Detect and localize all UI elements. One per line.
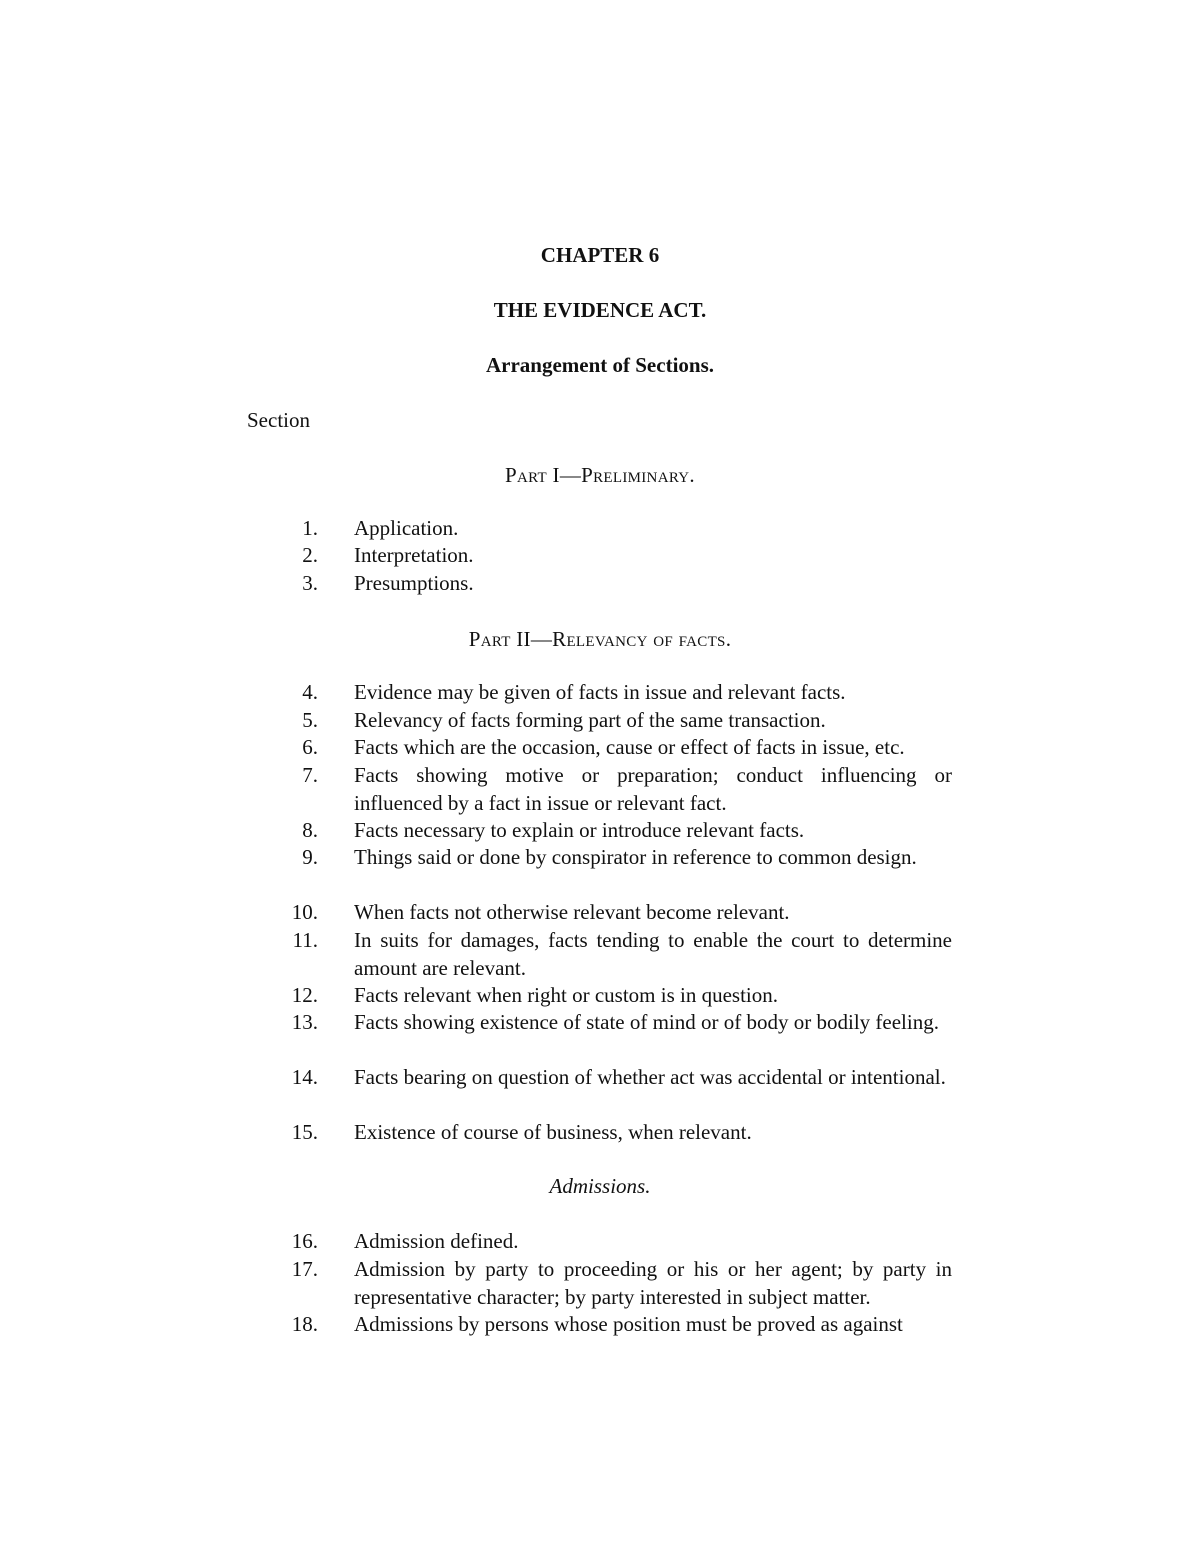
part-1-heading: Part I—Preliminary.	[505, 463, 695, 487]
chapter-heading: CHAPTER 6	[540, 243, 660, 267]
section-number: 7.	[302, 763, 318, 787]
section-title: Things said or done by conspirator in reference to common design.	[354, 845, 917, 869]
section-title: Facts which are the occasion, cause or effect of facts in issue, etc.	[354, 735, 905, 759]
section-number: 16.	[291, 1229, 318, 1253]
section-title: Facts relevant when right or custom is in question.	[354, 983, 779, 1007]
section-title: Admissions by persons whose position must be proved as against	[354, 1312, 903, 1336]
section-number: 17.	[291, 1257, 318, 1281]
section-title: Relevancy of facts forming part of the same transaction.	[354, 708, 826, 732]
section-title: Application.	[354, 516, 459, 540]
section-number: 5.	[302, 708, 318, 732]
section-title: Facts showing existence of state of mind or of body or bodily feeling.	[354, 1010, 939, 1034]
arrangement-heading: Arrangement of Sections.	[485, 353, 715, 377]
section-column-label: Section	[247, 408, 310, 432]
section-number: 11.	[292, 928, 318, 952]
section-number: 15.	[291, 1120, 318, 1144]
admissions-heading: Admissions.	[549, 1174, 651, 1198]
section-title: When facts not otherwise relevant become relevant.	[354, 900, 790, 924]
section-title: Evidence may be given of facts in issue and relevant facts.	[354, 680, 846, 704]
section-number: 6.	[302, 735, 318, 759]
section-number: 8.	[302, 818, 318, 842]
section-title: Presumptions.	[354, 571, 474, 595]
section-title: Admission defined.	[354, 1229, 519, 1253]
act-title: THE EVIDENCE ACT.	[493, 298, 707, 322]
section-number: 14.	[291, 1065, 318, 1089]
section-title: In suits for damages, facts tending to enable the court to determine amount are relevant.	[354, 928, 952, 980]
section-title: Facts showing motive or preparation; conduct influencing or influenced by a fact in issue or relevant fact.	[354, 763, 952, 815]
section-title: Facts bearing on question of whether act was accidental or intentional.	[354, 1065, 946, 1089]
section-number: 10.	[291, 900, 318, 924]
section-number: 4.	[302, 680, 318, 704]
section-number: 9.	[302, 845, 318, 869]
section-number: 18.	[291, 1312, 318, 1336]
section-number: 12.	[291, 983, 318, 1007]
section-title: Facts necessary to explain or introduce relevant facts.	[354, 818, 805, 842]
section-number: 3.	[302, 571, 318, 595]
section-title: Admission by party to proceeding or his or her agent; by party in representative character; by party interested in subject matter.	[354, 1257, 952, 1309]
section-title: Interpretation.	[354, 543, 474, 567]
section-number: 13.	[291, 1010, 318, 1034]
section-title: Existence of course of business, when relevant.	[354, 1120, 752, 1144]
part-2-heading: Part II—Relevancy of facts.	[468, 627, 732, 651]
section-number: 2.	[302, 543, 318, 567]
section-number: 1.	[302, 516, 318, 540]
